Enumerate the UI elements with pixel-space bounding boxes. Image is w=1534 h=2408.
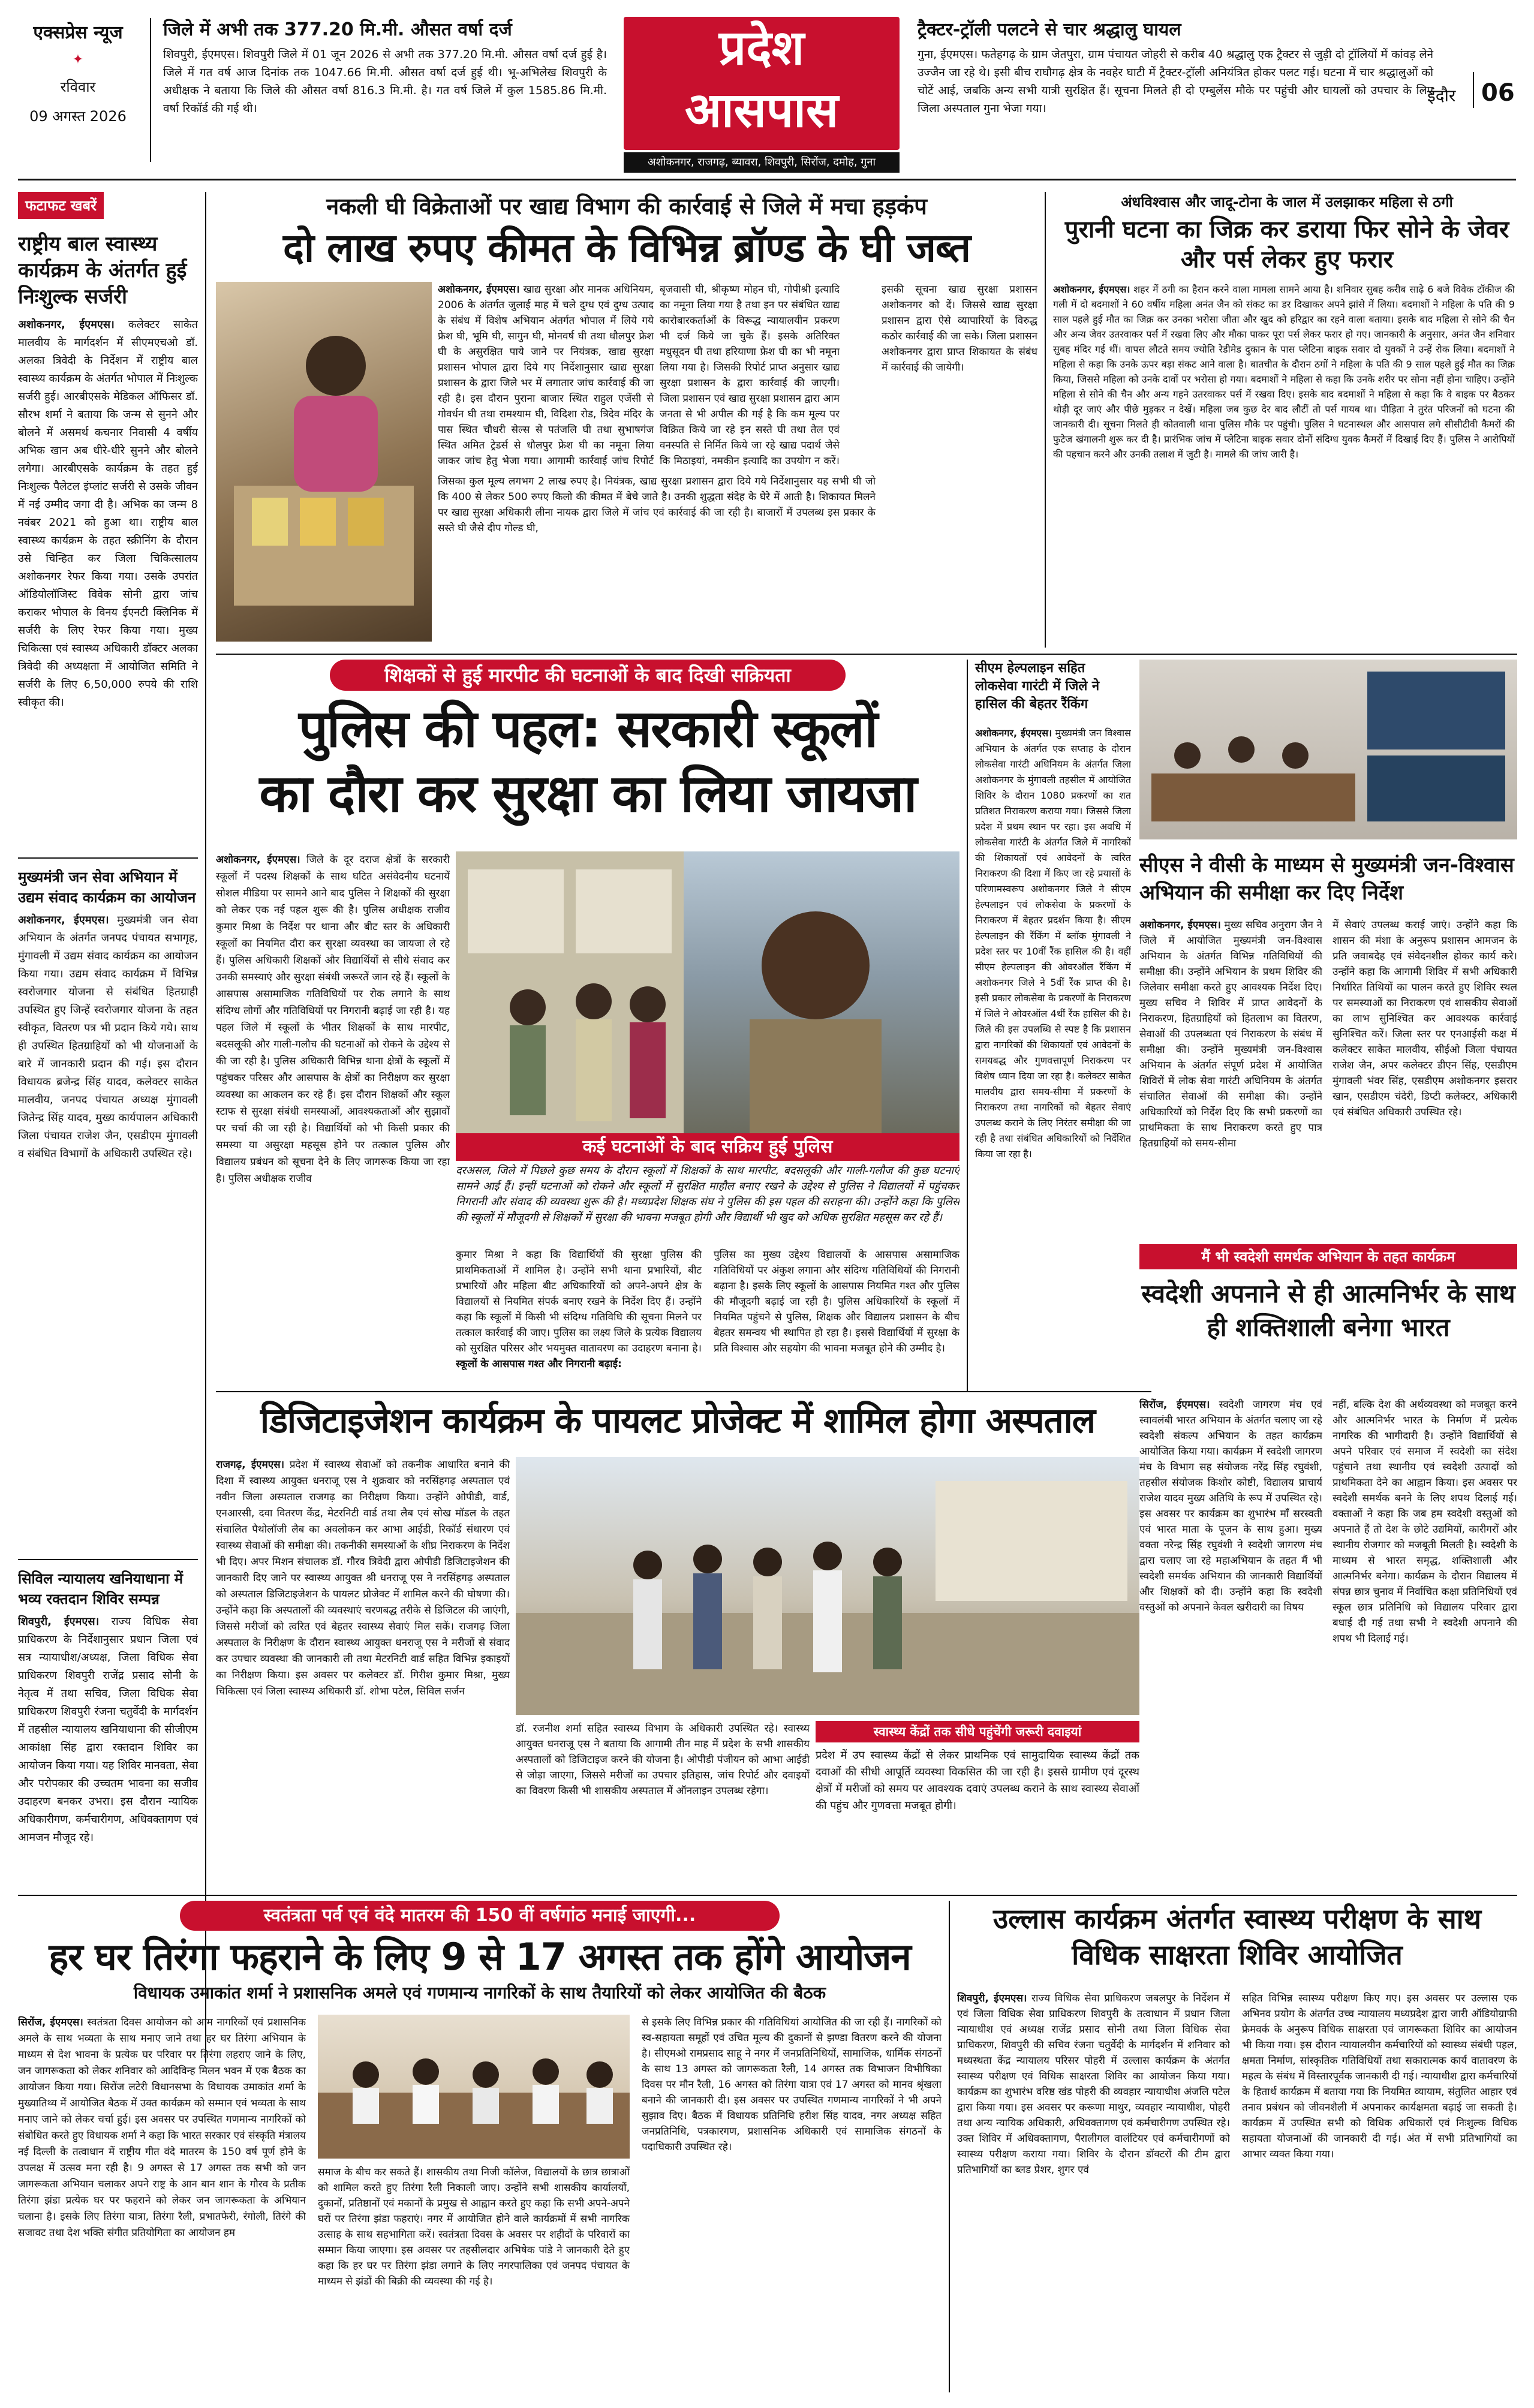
sidebar-item-1-byline: अशोकनगर, ईएमएस। xyxy=(18,318,115,331)
vc-text-1: मुख्य सचिव अनुराग जैन ने जिले में आयोजित मुख्यमंत्री जन-विश्वास अभियान के अंतर्गत विभिन्न गतिविधियों की समीक्षा की। उन्होंने अभियान के प्रथम शिविर की जिलेवार समीक्षा करते हुए आवश्यक निर्देश दिए। मुख्य सचिव ने शिविर में प्राप्त आवेदनों के निराकरण, हितग्राहियों को हितलाभ का वितरण, सेवाओं की उपलब्धता एवं निराकरण के संबंध में समीक्षा की। उन्होंने मुख्यमंत्री जन-विश्वास अभियान के अंतर्गत संपूर्ण प्रदेश में आयोजित शिविरों में लोक सेवा गारंटी अधिनियम के अंतर्गत संचालित सेवाओं की समीक्षा की। उन्होंने अधिकारियों को निर्देश दिए कि सभी प्रकरणों का प्राथमिकता के साथ निराकरण करते हुए पात्र हितग्राहियों को समय-सीमा xyxy=(1139,919,1322,1149)
police-story xyxy=(216,660,959,1391)
ghee-story xyxy=(216,192,1037,654)
ullas-col-1 xyxy=(957,1991,1230,2392)
vc-headline: सीएस ने वीसी के माध्यम से मुख्यमंत्री जन-विश्वास अभियान की समीक्षा कर दिए निर्देश xyxy=(1139,853,1514,905)
helpline-text: मुख्यमंत्री जन विश्वास अभियान के अंतर्गत एक सप्ताह के दौरान लोकसेवा गारंटी अधिनियम के अंतर्गत जिला अशोकनगर के मुंगावली तहसील में आयोजित शिविर के दौरान 1080 प्रकरणों का शत प्रतिशत निराकरण कराया गया। जिससे जिला प्रदेश में प्रथम स्थान पर रहा। इस अवधि में लोकसेवा गारंटी के अंतर्गत जिले में नागरिकों की शिकायतों एवं आवेदनों के त्वरित निराकरण की दिशा में किए जा रहे प्रयासों के परिणामस्वरूप अशोकनगर जिले ने सीएम हेल्पलाइन एवं लोकसेवा के प्रकरणों के निराकरण में बेहतर प्रदर्शन किया है। सीएम हेल्पलाइन की रैंकिंग में ब्लॉक मुंगावली ने प्रदेश स्तर पर 10वीं रैंक हासिल की है। वहीं सीएम हेल्पलाइन की ओवरऑल रैंकिंग में अशोकनगर जिले ने 5वीं रैंक प्राप्त की है। इसी प्रकार लोकसेवा के प्रकरणों के निराकरण में जिले ने ओवरऑल 4थीं रैंक हासिल की है। जिले की इस उपलब्धि से स्पष्ट है कि प्रशासन द्वारा नागरिकों की शिकायतों एवं आवेदनों के समयबद्ध और गुणवत्तापूर्ण निराकरण पर विशेष ध्यान दिया जा रहा है। कलेक्टर साकेत मालवीय द्वारा समय-सीमा में प्रकरणों के निराकरण तथा नागरिकों को बेहतर सेवाएं उपलब्ध कराने के लिए निरंतर समीक्षा की जा रही है तथा संबंधित अधिकारियों को निर्देशित किया जा रहा है। xyxy=(975,727,1131,1160)
sidebar-item-3-text: राज्य विधिक सेवा प्राधिकरण के निर्देशानुसार प्रधान जिला एवं सत्र न्यायाधीश/अध्यक्ष, जिला विधिक सेवा प्राधिकरण शिवपुरी राजेंद्र प्रसाद सोनी के नेतृत्व में तथा सचिव, जिला विधिक सेवा प्राधिकरण शिवपुरी रंजना चतुर्वेदी के मार्गदर्शन में तहसील न्यायालय खनियाधाना की सीजीएम आकांक्षा सिंह द्वारा रक्तदान शिविर का आयोजन किया गया। यह शिविर मानवता, सेवा और परोपकार की उच्चतम भावना का सजीव उदाहरण बनकर उभरा। इस दौरान न्यायिक अधिकारीगण, कर्मचारीगण, अधिवक्तागण एवं आमजन मौजूद रहे। xyxy=(18,1615,198,1844)
sidebar xyxy=(18,192,198,2087)
police-headline-1: पुलिस की पहल: सरकारी स्कूलों xyxy=(298,699,877,759)
helpline-byline: अशोकनगर, ईएमएस। xyxy=(975,727,1052,739)
ghee-caption: जिसका कुल मूल्य लगभग 2 लाख रुपए है। नियंत्रक, खाद्य सुरक्षा प्रशासन द्वारा दिये गये निर्देशानुसार यह सभी घी जो कि 400 से लेकर 500 रुपए किलो की कीमत में बेचे जाते है। उनकी शुद्धता संदेह के घेरे में आती है। शिकायत मिलने पर खाद्य सुरक्षा अधिकारी लीना नायक द्वारा जिले में जांच एवं कार्रवाई की जा रही है। बाजारों में उपलब्ध इस प्रकार के सस्ते घी जैसे दीप गोल्ड घी, xyxy=(438,475,876,534)
sidebar-divider xyxy=(205,192,206,2063)
hospital-sub-box xyxy=(816,1721,1139,1742)
woman-headline: पुरानी घटना का जिक्र कर डराया फिर सोने के जेवर और पर्स लेकर हुए फरार xyxy=(1064,216,1509,273)
row1-bottom-rule xyxy=(216,654,1517,655)
top-right-body: गुना, ईएमएस। फतेहगढ़ के ग्राम जेतपुरा, ग्राम पंचायत जोहरी से करीब 40 श्रद्धालु एक ट्रैक्टर से जुड़ी दो ट्रॉलियों में कांवड़ लेने उज्जैन जा रहे थे। इसी बीच राघौगढ़ क्षेत्र के नवहेर घाटी में ट्रैक्टर-ट्रॉली अनियंत्रित होकर पलट गई। घटना में चार श्रद्धालुओं को चोटें आई, जबकि अन्य सभी यात्री सुरक्षित हैं। सूचना मिलते ही दो एम्बुलेंस मौके पर पहुंची और घायलों को उपचार के लिए जिला अस्पताल गुना भेजा गया। xyxy=(918,48,1433,115)
top-left-body: शिवपुरी, ईएमएस। शिवपुरी जिले में 01 जून 2026 से अभी तक 377.20 मि.मी. औसत वर्षा दर्ज हुई है। जिले में गत वर्ष आज दिनांक तक 1047.66 मि.मी. औसत वर्षा दर्ज हुई थी। भू-अभिलेख शिवपुरी के अधीक्षक ने बताया कि जिले की औसत वर्षा 816.3 मि.मी. है। गत वर्ष जिले में कुल 1585.86 मि.मी. वर्षा रिकॉर्ड की गई थी। xyxy=(163,48,607,115)
ullas-col-2: सहित विभिन्न स्वास्थ्य परीक्षण किए गए। इस अवसर पर उल्लास एक अभिनव प्रयोग के अंतर्गत उच्च न्यायालय मध्यप्रदेश द्वारा जारी ऑडियोग्राफी फ्रेमवर्क के अनुरूप विधिक साक्षरता एवं जागरूकता शिविर का आयोजन भी किया गया। इस दौरान न्यायालयीन कर्मचारियों को स्वास्थ्य संबंधी पहल, क्षमता निर्माण, सांस्कृतिक गतिविधियों तथा सकारात्मक कार्य वातावरण के महत्व के संबंध में विस्तारपूर्वक जानकारी दी गई। न्यायाधीश द्वारा कर्मचारियों के हितार्थ कार्यक्रम में बताया गया कि नियमित व्यायाम, संतुलित आहार एवं तनाव प्रबंधन को जीवनशैली में अपनाकर कार्यक्षमता बढ़ाई जा सकती है। कार्यक्रम में उपस्थित सभी को विधिक अधिकारों एवं निःशुल्क विधिक सहायता योजनाओं की जानकारी दी गई। अंत में सभी प्रतिभागियों का आभार व्यक्त किया गया। xyxy=(1242,1992,1517,2160)
swadeshi-kicker-bar xyxy=(1139,1244,1517,1269)
swadeshi-byline: सिरोंज, ईएमएस। xyxy=(1139,1399,1210,1411)
top-left-headline: जिले में अभी तक 377.20 मि.मी. औसत वर्षा दर्ज xyxy=(163,19,512,40)
ghee-col-4: इसकी सूचना खाद्य सुरक्षा प्रशासन अशोकनगर को दें। जिससे खाद्य सुरक्षा प्रशासन द्वारा ऐसे व्यापारियों के विरुद्ध कठोर कार्रवाई की जा सके। जिला प्रशासन अशोकनगर द्वारा प्राप्त शिकायत के संबंध में कार्रवाई की जायेगी। xyxy=(882,284,1037,374)
police-box-text: दरअसल, जिले में पिछले कुछ समय के दौरान स्कूलों में शिक्षकों के साथ मारपीट, बदसलूकी और गाली-गलौज की कुछ घटनाएं सामने आई हैं। इन्हीं घटनाओं को रोकने और स्कूलों में सुरक्षित माहौल बनाए रखने के उद्देश्य से पुलिस ने विद्यालयों में पहुंचकर निगरानी और संवाद की व्यवस्था शुरू की है। मध्यप्रदेश शिक्षक संघ ने पुलिस की इस पहल की सराहना की। उन्होंने कहा कि पुलिस की स्कूलों में मौजूदगी से शिक्षकों में सुरक्षा की भावना मजबूत होगी और विद्यार्थी भी खुद को अधिक सुरक्षित महसूस कर रहे हैं। xyxy=(456,1164,959,1224)
swadeshi-kicker: मैं भी स्वदेशी समर्थक अभियान के तहत कार्यक्रम xyxy=(1201,1248,1455,1265)
vc-byline: अशोकनगर, ईएमएस। xyxy=(1139,919,1221,931)
tiranga-headline: हर घर तिरंगा फहराने के लिए 9 से 17 अगस्त तक होंगे आयोजन xyxy=(49,1935,911,1979)
tiranga-sub: विधायक उमाकांत शर्मा ने प्रशासनिक अमले एवं गणमान्य नागरिकों के साथ तैयारियों को लेकर आयोजित की बैठक xyxy=(133,1983,826,2003)
ghee-text-1: खाद्य सुरक्षा और मानक अधिनियम, 2006 के अंतर्गत जुलाई माह में चले दुग्ध एवं दुग्ध उत्पाद के संबंध में विशेष अभियान अंतर्गत भोपाल में लिये गये फ्रेश घी, भूमि घी, सागुन घी, मोनवर्ष घी तथा धौलपुर फ्रेश घी के असुरक्षित पाये जाने पर नियंत्रक, खाद्य सुरक्षा प्रशासन भोपाल द्वारा दिये गए निर्देशानुसार खाद्य सुरक्षा प्रशासन के द्वारा जिले भर में लगातार जांच कार्रवाई की जा रही है। इस दौरान पुराना बाजार स्थित राहुल एजेंसी से गोवर्धन घी तथा रामश्याम घी, विदिशा रोड, त्रिदेव मंदिर के पास स्थित चौधरी सेल्स से पतंजलि घी तथा सुभाषगंज स्थित अमित ट्रेडर्स से धौलपुर फ्रेश घी का नमूना लिया जाकर जांच हेतु भेजा गया। आगामी कार्रवाई जांच रिपोर्ट xyxy=(438,284,654,467)
tiranga-story xyxy=(18,1901,942,2398)
police-kicker: शिक्षकों से हुई मारपीट की घटनाओं के बाद दिखी सक्रियता xyxy=(384,664,791,687)
swadeshi-col-2: नहीं, बल्कि देश की अर्थव्यवस्था को मजबूत करने और आत्मनिर्भर भारत के निर्माण में प्रत्येक नागरिक की भागीदारी है। उन्होंने विद्यार्थियों से अपने परिवार एवं समाज में स्वदेशी का संदेश पहुंचाने तथा स्थानीय एवं स्वदेशी उत्पादों को प्राथमिकता देने का आह्वान किया। इस अवसर पर स्वदेशी समर्थक बनने के लिए शपथ दिलाई गई। वक्ताओं ने कहा कि जब हम स्वदेशी वस्तुओं को अपनाते हैं तो देश के छोटे उद्यमियों, कारीगरों और स्थानीय रोजगार को मजबूती मिलती है। स्वदेशी के माध्यम से भारत समृद्ध, शक्तिशाली और आत्मनिर्भर बनेगा। कार्यक्रम के दौरान विद्यालय में संपन्न छात्र चुनाव में निर्वाचित कक्षा प्रतिनिधियों एवं स्कूल छात्र प्रतिनिधि को विद्यालय परिवार द्वारा बधाई दी गई तथा सभी ने स्वदेशी अपनाने की शपथ भी दिलाई गई। xyxy=(1333,1399,1517,1645)
sidebar-item-1-text: कलेक्टर साकेत मालवीय के मार्गदर्शन में सीएमएचओ डॉ. अलका त्रिवेदी के निर्देशन में राष्ट्रीय बाल स्वास्थ्य कार्यक्रम के अंतर्गत भोपाल में निःशुल्क सर्जरी हुई। आरबीएसके मेडिकल ऑफिसर डॉ. सौरभ शर्मा ने बताया कि जन्म से सुनने और बोलने में असमर्थ कचनार निवासी 4 वर्षीय अभिक खान अब धीरे-धीरे सुनने और बोलने लगेगा। आरबीएसके कार्यक्रम के तहत हुई निःशुल्क पैलेटल इंप्लांट सर्जरी से उसके जीवन में नई उम्मीद जगा दी है। अभिक का जन्म 8 नवंबर 2021 को हुआ था। राष्ट्रीय बाल स्वास्थ्य कार्यक्रम के तहत स्क्रीनिंग के दौरान उसे चिन्हित कर जिला चिकित्सालय अशोकनगर रेफर किया गया। उसके उपरांत ऑडियोलॉजिस्ट विवेक सोनी द्वारा जांच कराकर भोपाल के विनय ईएनटी क्लिनिक में सर्जरी के लिए रेफर किया गया। मुख्य चिकित्सा एवं स्वास्थ्य अधिकारी डॉक्टर अलका त्रिवेदी की अध्यक्षता में आयोजित समिति ने सर्जरी के लिए 6,50,000 रुपये की राशि स्वीकृत की। xyxy=(18,318,198,709)
top-left-story xyxy=(163,18,607,118)
ghee-col-3: बृजवासी घी, श्रीकृष्ण मोहन घी, गोपीश्री इत्यादि का नमूना लिया गया है तथा इन पर संबंधित खाद्य कारोबारकर्ताओं के विरूद्ध न्यायालयीन प्रकरण भी दर्ज किये जा चुके हैं। इसके अतिरिक्त मधुसूदन घी तथा हरियाणा फ्रेश घी का भी नमूना लिया गया है। जिसकी रिपोर्ट प्राप्त अनुसार खाद्य सुरक्षा प्रशासन के द्वारा कार्रवाई की जाएगी। जिला प्रशासन एवं खाद्य सुरक्षा प्रशासन द्वारा आम जनता से भी अपील की गई है कि कम मूल्य पर विक्रित किये जा रहे इन सस्ते घी तथा तेल एवं वनस्पति से निर्मित किये जा रहे खाद्य पदार्थ जैसे कि मिठाइयां, नमकीन इत्यादि का उपयोग न करें। xyxy=(660,284,840,467)
ullas-headline: उल्लास कार्यक्रम अंतर्गत स्वास्थ्य परीक्षण के साथ विधिक साक्षरता शिविर आयोजित xyxy=(992,1903,1482,1971)
police-right-divider xyxy=(967,660,968,1391)
masthead-bottom-rule xyxy=(18,179,1516,180)
police-col-1 xyxy=(216,851,450,1391)
helpline-headline: सीएम हेल्पलाइन सहित लोकसेवा गारंटी में जिले ने हासिल की बेहतर रैंकिंग xyxy=(975,661,1100,712)
ghee-body-1 xyxy=(438,282,654,468)
police-col2-sub: स्कूलों के आसपास गश्त और निगरानी बढ़ाई: xyxy=(456,1358,622,1370)
brand-name: एक्सप्रेस न्यूज xyxy=(33,22,123,43)
hospital-sub: स्वास्थ्य केंद्रों तक सीधे पहुंचेंगी जरूरी दवाइयां xyxy=(873,1724,1082,1739)
vc-col-2: में सेवाएं उपलब्ध कराई जाएं। उन्होंने कहा कि शासन की मंशा के अनुरूप प्रशासन आमजन के प्रति जवाबदेह एवं संवेदनशील होकर कार्य करे। उन्होंने कहा कि आगामी शिविर में सभी अधिकारी निर्धारित तिथियों का पालन करते हुए शिविर स्थल पर समस्याओं का निराकरण एवं शासकीय सेवाओं का लाभ सुनिश्चित कर आवश्यक कार्रवाई सुनिश्चित करें। जिला स्तर पर एनआईसी कक्ष में कलेक्टर साकेत मालवीय, सीईओ जिला पंचायत राजेश जैन, अपर कलेक्टर डीएन सिंह, एसडीएम मुंगावली भंवर सिंह, एसडीएम अशोकनगर इसरार खान, एसडीएम चंदेरी, डिप्टी कलेक्टर, अधिकारी एवं संबंधित अधिकारी उपस्थित रहे। xyxy=(1333,919,1517,1118)
hospital-photo-figure xyxy=(516,1457,1139,1715)
hospital-photo xyxy=(516,1457,1139,1715)
city-label: इंदौर xyxy=(1427,86,1456,106)
sidebar-item-3-headline: सिविल न्यायालय खनियाधाना में भव्य रक्तदान शिविर सम्पन्न xyxy=(18,1570,184,1608)
page-no-divider xyxy=(1473,72,1474,108)
woman-byline: अशोकनगर, ईएमएस। xyxy=(1053,284,1130,295)
brand-box xyxy=(18,19,138,163)
hospital-byline: राजगढ़, ईएमएस। xyxy=(216,1459,285,1471)
tiranga-col-3: से इसके लिए विभिन्न प्रकार की गतिविधियां आयोजित की जा रही हैं। नागरिकों को स्व-सहायता समूहों एवं उचित मूल्य की दुकानों से झण्डा वितरण करने की योजना है। सीएमओ रामप्रसाद साहू ने नगर में जनप्रतिनिधियों, सामाजिक, धार्मिक संगठनों के साथ 13 अगस्त को जागरूकता रैली, 14 अगस्त तक विभाजन विभीषिका दिवस पर मौन रैली, 16 अगस्त को तिरंगा यात्रा एवं 17 अगस्त को मानव श्रृंखला बनाने की जानकारी दी। इस अवसर पर उपस्थित गणमान्य नागरिकों ने भी अपने सुझाव दिए। बैठक में विधायक प्रतिनिधि हरीश सिंह यादव, नगर अध्यक्ष सहित जनप्रतिनिधि, पत्रकारगण, प्रशासनिक अधिकारी एवं सामाजिक संगठनों के पदाधिकारी उपस्थित रहे। xyxy=(642,2016,942,2153)
districts-bar: अशोकनगर, राजगढ़, ब्यावरा, शिवपुरी, सिरोंज, दमोह, गुना xyxy=(624,152,900,173)
sidebar-item-2-byline: अशोकनगर, ईएमएस। xyxy=(18,914,109,926)
hospital-caption: डॉ. रजनीश शर्मा सहित स्वास्थ्य विभाग के अधिकारी उपस्थित रहे। स्वास्थ्य आयुक्त धनराजू एस ने बताया कि आगामी तीन माह में प्रदेश के सभी शासकीय अस्पतालों को डिजिटाइज करने की योजना है। ओपीडी पंजीयन को आभा आईडी से जोड़ा जाएगा, जिससे मरीजों का उपचार इतिहास, जांच रिपोर्ट और दवाइयों का विवरण किसी भी शासकीय अस्पताल में ऑनलाइन उपलब्ध रहेगा। xyxy=(516,1723,810,1797)
tiranga-col-1 xyxy=(18,2015,306,2392)
tiranga-photo-figure xyxy=(318,2015,630,2159)
helpline-body xyxy=(975,726,1131,1391)
police-byline: अशोकनगर, ईएमएस। xyxy=(216,854,300,866)
police-photo xyxy=(456,851,959,1133)
police-col-2 xyxy=(456,1247,702,1391)
day-label: रविवार xyxy=(60,79,96,95)
police-kicker-bar xyxy=(330,660,846,691)
ullas-text-1: राज्य विधिक सेवा प्राधिकरण जबलपुर के निर्देशन में एवं जिला विधिक सेवा प्राधिकरण शिवपुरी के तत्वाधान में प्रधान जिला न्यायाधीश एवं अध्यक्ष राजेंद्र प्रसाद सोनी तथा जिला विधिक सेवा प्राधिकरण, शिवपुरी की सचिव रंजना चतुर्वेदी के मार्गदर्शन में शनिवार को मध्यस्थता केंद्र न्यायालय परिसर पोहरी में उल्लास कार्यक्रम के अंतर्गत स्वास्थ्य परीक्षण एवं विधिक साक्षरता शिविर का आयोजन किया गया। कार्यक्रम का शुभारंभ वरिष्ठ खंड पोहरी की व्यवहार न्यायाधीश अंजलि पटेल द्वारा किया गया। इस अवसर पर करूणा माथुर, व्यवहार न्यायाधीश, पोहरी तथा अन्य न्यायिक अधिकारी, अधिवक्तागण एवं कर्मचारीगण उपस्थित रहे। उक्त शिविर में अधिवक्तागण, पैरालीगल वालंटियर एवं कर्मचारीगणों को स्वास्थ्य परीक्षण कराया गया। शिविर के दौरान डॉक्टरों की टीम द्वारा प्रतिभागियों का ब्लड प्रेशर, शुगर एवं xyxy=(957,1992,1230,2176)
ghee-photo-figure xyxy=(216,282,432,642)
woman-kicker: अंधविश्वास और जादू-टोना के जाल में उलझाकर महिला से ठगी xyxy=(1121,194,1453,210)
police-text-1: जिले के दूर दराज क्षेत्रों के सरकारी स्कूलों में पदस्थ शिक्षकों के साथ घटित असंवेदनीय घटनायें सोशल मीडिया पर सामने आने बाद पुलिस ने शिक्षकों की सुरक्षा को लेकर एक नई पहल शुरू की है। पुलिस अधीक्षक राजीव कुमार मिश्रा के निर्देश पर थाना और बीट स्तर के अधिकारी स्कूलों का नियमित दौरा कर सुरक्षा व्यवस्था का जायजा ले रहे हैं। पुलिस अधिकारी शिक्षकों और विद्यार्थियों से सीधे संवाद कर उनकी समस्याएं और सुरक्षा संबंधी जरूरतें जान रहे हैं। स्कूलों के आसपास असामाजिक गतिविधियों पर रोक लगाने के साथ संदिग्ध लोगों और गतिविधियों पर निगरानी बढ़ाई जा रही है। यह पहल जिले में स्कूलों के भीतर शिक्षकों के साथ मारपीट, बदसलूकी और गाली-गलौच की घटनाओं को रोकने के उद्देश्य से की जा रही है। पुलिस अधिकारी विभिन्न थाना क्षेत्रों के स्कूलों में पहुंचकर परिसर और आसपास के क्षेत्रों का निरीक्षण कर सुरक्षा व्यवस्था का आकलन कर रहे हैं। इस दौरान शिक्षकों और स्कूल स्टाफ से सुरक्षा संबंधी समस्याओं, आवश्यकताओं और सुझावों पर चर्चा की जा रही है। विद्यार्थियों को भी किसी प्रकार की समस्या या असुरक्षा महसूस होने पर तत्काल पुलिस और विद्यालय प्रबंधन को सूचना देने के लिए जागरूक किया जा रहा है। पुलिस अधीक्षक राजीव xyxy=(216,854,450,1185)
ghee-photo xyxy=(216,282,432,642)
sidebar-item-2 xyxy=(18,857,198,1163)
police-col-3: पुलिस का मुख्य उद्देश्य विद्यालयों के आसपास असामाजिक गतिविधियों पर अंकुश लगाना और संदिग्ध गतिविधियों की निगरानी बढ़ाना है। इसके लिए स्कूलों के आसपास नियमित गश्त और पुलिस की मौजूदगी बढ़ाई जा रही है। पुलिस अधिकारियों के स्कूलों में नियमित पहुंचने से पुलिस, शिक्षक और विद्यालय प्रशासन के बीच बेहतर समन्वय भी स्थापित हो रहा है। इससे विद्यार्थियों में सुरक्षा के प्रति विश्वास और सहयोग की भावना मजबूत होने की उम्मीद है। xyxy=(714,1249,959,1354)
hospital-sub-body: प्रदेश में उप स्वास्थ्य केंद्रों से लेकर प्राथमिक एवं सामुदायिक स्वास्थ्य केंद्रों तक दवाओं की सीधी आपूर्ति व्यवस्था विकसित की जा रही है। इससे ग्रामीण एवं दूरस्थ क्षेत्रों में मरीजों को समय पर आवश्यक दवाएं उपलब्ध कराने के साथ स्वास्थ्य सेवाओं की पहुंच और गुणवत्ता मजबूत होगी। xyxy=(816,1749,1139,1812)
sidebar-item-1-headline: राष्ट्रीय बाल स्वास्थ्य कार्यक्रम के अंतर्गत हुई निःशुल्क सर्जरी xyxy=(18,232,187,309)
row3-bottom-rule xyxy=(18,1895,1517,1896)
woman-story xyxy=(1053,192,1521,654)
police-subhead-box xyxy=(456,1133,959,1161)
sidebar-item-3-byline: शिवपुरी, ईएमएस। xyxy=(18,1615,100,1628)
date-label: 09 अगस्त 2026 xyxy=(29,108,127,125)
sidebar-tag xyxy=(18,192,104,219)
sidebar-item-1-body xyxy=(18,316,198,712)
sidebar-item-2-text: मुख्यमंत्री जन सेवा अभियान के अंतर्गत जनपद पंचायत सभागृह, मुंगावली में उद्यम संवाद कार्यक्रम का आयोजन किया गया। उद्यम संवाद कार्यक्रम में विभिन्न स्वरोजगार योजना से संबंधित हितग्राही उपस्थित हुए जिन्हें स्वरोजगार योजना के तहत स्वीकृत, वितरण पत्र भी प्रदान किये गये। साथ ही उपस्थित हितग्राहियों को भी योजनाओं के बारे में जानकारी प्रदान की गई। इस दौरान विधायक ब्रजेन्द्र सिंह यादव, कलेक्टर साकेत मालवीय, जनपद पंचायत अध्यक्ष मुंगावली जितेन्द्र सिंह यादव, मुख्य कार्यपालन अधिकारी जिला पंचायत राजेश जैन, एसडीएम मुंगावली व संबंधित विभागों के अधिकारी उपस्थित रहे। xyxy=(18,914,198,1160)
page-number: 06 xyxy=(1481,79,1515,107)
tiranga-col-2: समाज के बीच कर सकते हैं। शासकीय तथा निजी कॉलेज, विद्यालयों के छात्र छात्राओं को शामिल करते हुए तिरंगा रैली निकाली जाए। उन्होंने सभी शासकीय कार्यालयों, दुकानों, प्रतिष्ठानों एवं मकानों के प्रमुख से आह्वान करते हुए कहा कि सभी अपने-अपने घरों पर तिरंगा झंडा फहराएं। नगर में आयोजित होने वाले कार्यक्रमों में सभी नागरिक उत्साह के साथ सहभागिता करें। स्वतंत्रता दिवस के अवसर पर शहीदों के परिवारों का सम्मान किया जाएगा। इस अवसर पर तहसीलदार अभिषेक पांडे ने जानकारी देते हुए कहा कि हर घर पर तिरंगा झंडा लगाने के लिए नगरपालिका एवं जनपद पंचायत के माध्यम से झंडों की बिक्री की व्यवस्था की गई है। xyxy=(318,2166,630,2287)
tiranga-photo xyxy=(318,2015,630,2159)
sidebar-item-3-body xyxy=(18,1613,198,1847)
ullas-byline: शिवपुरी, ईएमएस। xyxy=(957,1992,1027,2004)
hospital-story xyxy=(216,1397,1139,1895)
tiranga-text-1: स्वतंत्रता दिवस आयोजन को आम नागरिकों एवं प्रशासनिक अमले के साथ भव्यता के साथ मनाए जाने तथा हर घर तिरंगा अभियान के माध्यम से देश भावना के प्रत्येक घर परिवार पर तिरंगा लहराए जाने के लिए, जन जागरूकता को लेकर शनिवार को आदिविन्ह मिलन भवन में एक बैठक का आयोजन किया गया। सिरोंज लटेरी विधानसभा के विधायक उमाकांत शर्मा के मुख्यातिथ्य में आयोजित बैठक में उक्त कार्यक्रम को सम्मान एवं भव्यता के साथ मनाए जाने को लेकर चर्चा हुई। इस अवसर पर उपस्थित गणमान्य नागरिकों को संबोधित करते हुए विधायक शर्मा ने कहा कि भारत सरकार एवं संस्कृति मंत्रालय नई दिल्ली के तत्वाधान में राष्ट्रीय गीत वंदे मातरम के 150 वर्ष पूर्ण होने के उपलक्ष में उत्सव मना रही है। 9 अगस्त से 17 अगस्त तक सभी को जन जागरूकता अभियान चलाकर अपने राष्ट्र के आन बान शान के गौरव के प्रतीक तिरंगा झंडा प्रत्येक घर पर फहराने को लेकर जन जागरूकता के अभियान चलाना है। इसके लिए तिरंगा यात्रा, तिरंगा रैली, प्रभातफेरी, रंगोली, तिरंगे की सजावट तथा देश भक्ति संगीत प्रतियोगिता का आयोजन हम xyxy=(18,2016,306,2239)
sidebar-item-3 xyxy=(18,1559,198,1847)
police-text-2: कुमार मिश्रा ने कहा कि विद्यार्थियों की सुरक्षा पुलिस की प्राथमिकताओं में शामिल है। उन्होंने सभी थाना प्रभारियों, बीट प्रभारियों और महिला बीट अधिकारियों को अपने-अपने क्षेत्र के विद्यालयों से नियमित संपर्क बनाए रखने के निर्देश दिए हैं। उन्होंने कहा कि स्कूलों में किसी भी संदिग्ध गतिविधि की सूचना मिलने पर तत्काल कार्रवाई की जाए। पुलिस का लक्ष्य जिले के प्रत्येक विद्यालय को सुरक्षित परिसर और भयमुक्त वातावरण का उदाहरण बनाना है। xyxy=(456,1249,702,1354)
swadeshi-text-1: स्वदेशी जागरण मंच एवं स्वावलंबी भारत अभियान के अंतर्गत चलाए जा रहे स्वदेशी संकल्प अभियान के तहत कार्यक्रम आयोजित किया गया। कार्यक्रम में स्वदेशी जागरण मंच के विभाग सह संयोजक नरेंद्र सिंह रघुवंशी, तहसील संयोजक किशोर कोष्टी, विद्यालय प्राचार्य राजेश यादव मुख्य अतिथि के रूप में उपस्थित रहे। इस अवसर पर कार्यक्रम का शुभारंभ माँ सरस्वती एवं भारत माता के पूजन के साथ हुआ। मुख्य वक्ता नरेन्द्र सिंह रघुवंशी ने स्वदेशी जागरण मंच द्वारा चलाए जा रहे महाअभियान के तहत मैं भी स्वदेशी समर्थक अभियान की जानकारी विद्यार्थियों और शिक्षकों को दी। उन्होंने कहा कि स्वदेशी वस्तुओं को अपनाने केवल खरीदारी का विषय xyxy=(1139,1399,1322,1614)
hospital-text: प्रदेश में स्वास्थ्य सेवाओं को तकनीक आधारित बनाने की दिशा में स्वास्थ्य आयुक्त धनराजू एस ने शुक्रवार को नरसिंहगढ़ अस्पताल एवं नवीन जिला अस्पताल राजगढ़ का निरीक्षण किया। उन्होंने ओपीडी, वार्ड, एनआरसी, दवा वितरण केंद्र, मेटरनिटी वार्ड तथा लैब एवं सोख मॉडल के तहत संचालित पैथोलॉजी लैब का अवलोकन कर आभा आईडी, रिकॉर्ड संधारण एवं स्वास्थ्य सेवाओं की समीक्षा की। तकनीकी समस्याओं के शीघ्र निराकरण के निर्देश भी दिए। अपर मिशन संचालक डॉ. गौरव त्रिवेदी द्वारा ओपीडी डिजिटाइजेशन की जानकारी दिए जाने पर स्वास्थ्य आयुक्त श्री धनराजू एस ने नरसिंहगढ़ अस्पताल को अस्पताल डिजिटाइजेशन के पायलट प्रोजेक्ट में शामिल करने की घोषणा की। उन्होंने कहा कि अस्पतालों की व्यवस्थाएं चरणबद्ध तरीके से डिजिटल की जाएंगी, जिससे मरीजों को त्वरित एवं बेहतर स्वास्थ्य सेवाएं मिल सकें। राजगढ़ जिला अस्पताल के निरीक्षण के दौरान स्वास्थ्य आयुक्त धनराजू एस ने मरीजों से संवाद कर उपचार व्यवस्था की जानकारी ली तथा मेटरनिटी वार्ड सहित विभिन्न इकाइयों का निरीक्षण किया। इस अवसर पर कलेक्टर डॉ. गिरीश कुमार मिश्रा, मुख्य चिकित्सा एवं जिला स्वास्थ्य अधिकारी डॉ. शोभा पटेल, सिविल सर्जन xyxy=(216,1459,510,1697)
police-headline-2: का दौरा कर सुरक्षा का लिया जायजा xyxy=(259,764,916,824)
ghee-byline: अशोकनगर, ईएमएस। xyxy=(438,284,520,296)
vc-col-1 xyxy=(1139,917,1322,1229)
page-title-box xyxy=(624,17,900,150)
police-subhead: कई घटनाओं के बाद सक्रिय हुई पुलिस xyxy=(582,1136,833,1157)
masthead-divider-left xyxy=(150,18,151,162)
police-photo-figure xyxy=(456,851,959,1133)
swadeshi-headline: स्वदेशी अपनाने से ही आत्मनिर्भर के साथ ही शक्तिशाली बनेगा भारत xyxy=(1141,1279,1515,1342)
hospital-body xyxy=(216,1457,510,1889)
top-right-headline: ट्रैक्टर-ट्रॉली पलटने से चार श्रद्धालु घायल xyxy=(918,19,1181,40)
hospital-headline: डिजिटाइजेशन कार्यक्रम के पायलट प्रोजेक्ट में शामिल होगा अस्पताल xyxy=(260,1400,1095,1441)
swadeshi-story xyxy=(1139,1397,1517,1895)
ullas-story xyxy=(957,1901,1517,2398)
ghee-headline: दो लाख रुपए कीमत के विभिन्न ब्रॉण्ड के घी जब्त xyxy=(282,225,971,271)
title-line-1: प्रदेश xyxy=(718,20,805,76)
tiranga-byline: सिरोंज, ईएमएस। xyxy=(18,2016,83,2028)
woman-body xyxy=(1053,282,1515,648)
title-line-2: आसपास xyxy=(684,82,839,138)
ghee-right-divider xyxy=(1045,192,1046,648)
tiranga-right-divider xyxy=(949,1901,950,2392)
ghee-kicker: नकली घी विक्रेताओं पर खाद्य विभाग की कार्रवाई से जिले में मचा हड़कंप xyxy=(326,193,927,219)
masthead xyxy=(0,0,1534,180)
vc-photo xyxy=(1139,660,1517,839)
swadeshi-col-1 xyxy=(1139,1397,1322,1889)
tiranga-kicker: स्वतंत्रता पर्व एवं वंदे मातरम की 150 वीं वर्षगांठ मनाई जाएगी... xyxy=(263,1905,696,1926)
helpline-story xyxy=(975,660,1131,1391)
tiranga-kicker-bar xyxy=(180,1901,780,1931)
diamond-icon: ✦ xyxy=(72,52,84,67)
vc-story xyxy=(1139,660,1517,1391)
woman-text: शहर में ठगी का हैरान करने वाला मामला सामने आया है। शनिवार सुबह करीब साढ़े 6 बजे विवेक टॉकीज की गली में दो बदमाशों ने 60 वर्षीय महिला अनंत जैन को संकट का डर दिखाकर अपने झांसे में लिया। बदमाशों ने महिला के पति की 9 साल पहले हुई मौत का जिक्र कर उनका भरोसा जीता और खुद को हरिद्वार का रहने वाला बताया। इसके बाद महिला से सोने की चैन और अन्य जेवर उतरवाकर पर्स में रखवा लिए और मौका पाकर पूरा पर्स लेकर फरार हो गए। जानकारी के अनुसार, अनंत जैन शनिवार सुबह मंदिर गई थीं। वापस लौटते समय ज्योति रेडीमेड दुकान के पास प्लेटिना बाइक सवार दो युवकों ने उन्हें रोक लिया। बदमाशों ने महिला से कहा कि उनके ऊपर बड़ा संकट आने वाला है। बातचीत के दौरान ठगों ने महिला के पति की 9 साल पहले हुई मौत का जिक्र किया, जिससे महिला को उनके दावों पर भरोसा हो गया। बदमाशों ने महिला से कहा कि उनके शरीर पर सोना नहीं होना चाहिए। उन्होंने महिला से सोने की चैन और अन्य गहने उतरवाकर पर्स में रखवा दिए। इसके बाद बदमाशों ने महिला से कहा कि वे बाइक पर बैठकर थोड़ी दूर जाएं और पीछे मुड़कर न देखें। महिला जब कुछ देर बाद लौटीं तो पर्स गायब था। पीड़िता ने तुरंत परिजनों को घटना की जानकारी दी। सूचना मिलते ही कोतवाली थाना पुलिस मौके पर पहुंची। पुलिस ने घटनास्थल और आसपास लगे सीसीटीवी कैमरों की फुटेज खंगालनी शुरू कर दी है। प्रारंभिक जांच में प्लेटिना बाइक सवार दोनों संदिग्ध युवक कैमरों में दिखाई दिए हैं। पुलिस ने आरोपियों की पहचान करने और उनकी तलाश में जुटी है। मामले की जांच जारी है। xyxy=(1053,284,1515,460)
top-right-story xyxy=(918,18,1433,118)
sidebar-tag-label: फटाफट खबरें xyxy=(25,197,97,214)
sidebar-item-2-headline: मुख्यमंत्री जन सेवा अभियान में उद्यम संवाद कार्यक्रम का आयोजन xyxy=(18,869,196,906)
vc-photo-figure xyxy=(1139,660,1517,839)
sidebar-item-2-body xyxy=(18,911,198,1163)
row2-bottom-rule xyxy=(216,1391,1151,1392)
